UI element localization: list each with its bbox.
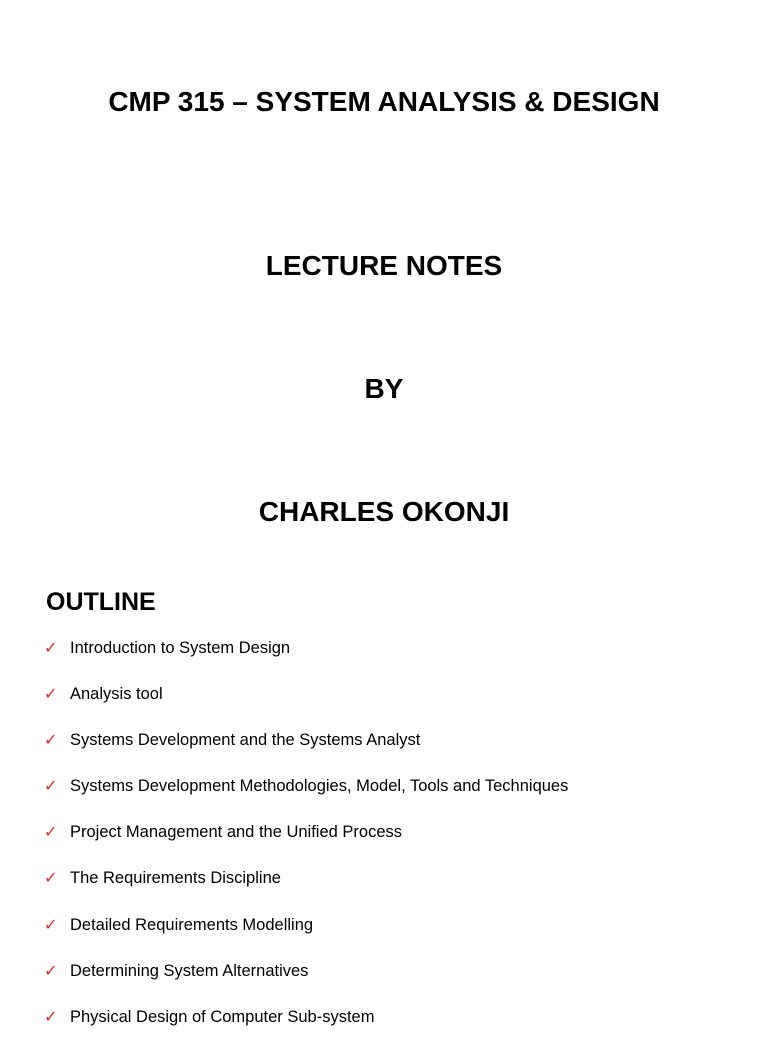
check-icon: ✓	[44, 914, 58, 934]
check-icon: ✓	[44, 684, 58, 704]
list-item-label: Detailed Requirements Modelling	[70, 915, 314, 934]
check-icon: ✓	[44, 730, 58, 750]
check-icon: ✓	[44, 638, 58, 657]
check-icon: ✓	[44, 822, 58, 842]
outline-list	[0, 636, 768, 1051]
check-icon: ✓	[44, 776, 58, 796]
list-item	[0, 866, 768, 912]
list-item	[0, 728, 768, 774]
list-item	[0, 636, 768, 682]
document-subtitle: LECTURE NOTES	[265, 250, 503, 281]
list-item-label: Systems Development Methodologies, Model, Tools and Techniques	[70, 777, 569, 796]
list-item-label: Analysis tool	[70, 685, 163, 704]
list-item	[0, 820, 768, 866]
check-icon: ✓	[44, 960, 58, 980]
author-name: CHARLES OKONJI	[258, 496, 510, 527]
list-item	[0, 682, 768, 728]
list-item-label: Project Management and the Unified Process	[70, 823, 403, 842]
list-item	[0, 913, 768, 959]
check-icon: ✓	[44, 1006, 58, 1026]
list-item-label: Determining System Alternatives	[70, 961, 309, 980]
list-item-label: Introduction to System Design	[70, 639, 291, 657]
check-icon: ✓	[44, 868, 58, 888]
course-title: CMP 315 – SYSTEM ANALYSIS & DESIGN	[108, 86, 660, 117]
list-item-label: Physical Design of Computer Sub-system	[70, 1007, 375, 1026]
list-item	[0, 1005, 768, 1051]
list-item	[0, 959, 768, 1005]
outline-heading: OUTLINE	[46, 588, 156, 616]
list-item-label: Systems Development and the Systems Analyst	[70, 731, 421, 750]
list-item	[0, 774, 768, 820]
by-label: BY	[364, 373, 404, 404]
list-item-label: The Requirements Discipline	[70, 869, 281, 888]
